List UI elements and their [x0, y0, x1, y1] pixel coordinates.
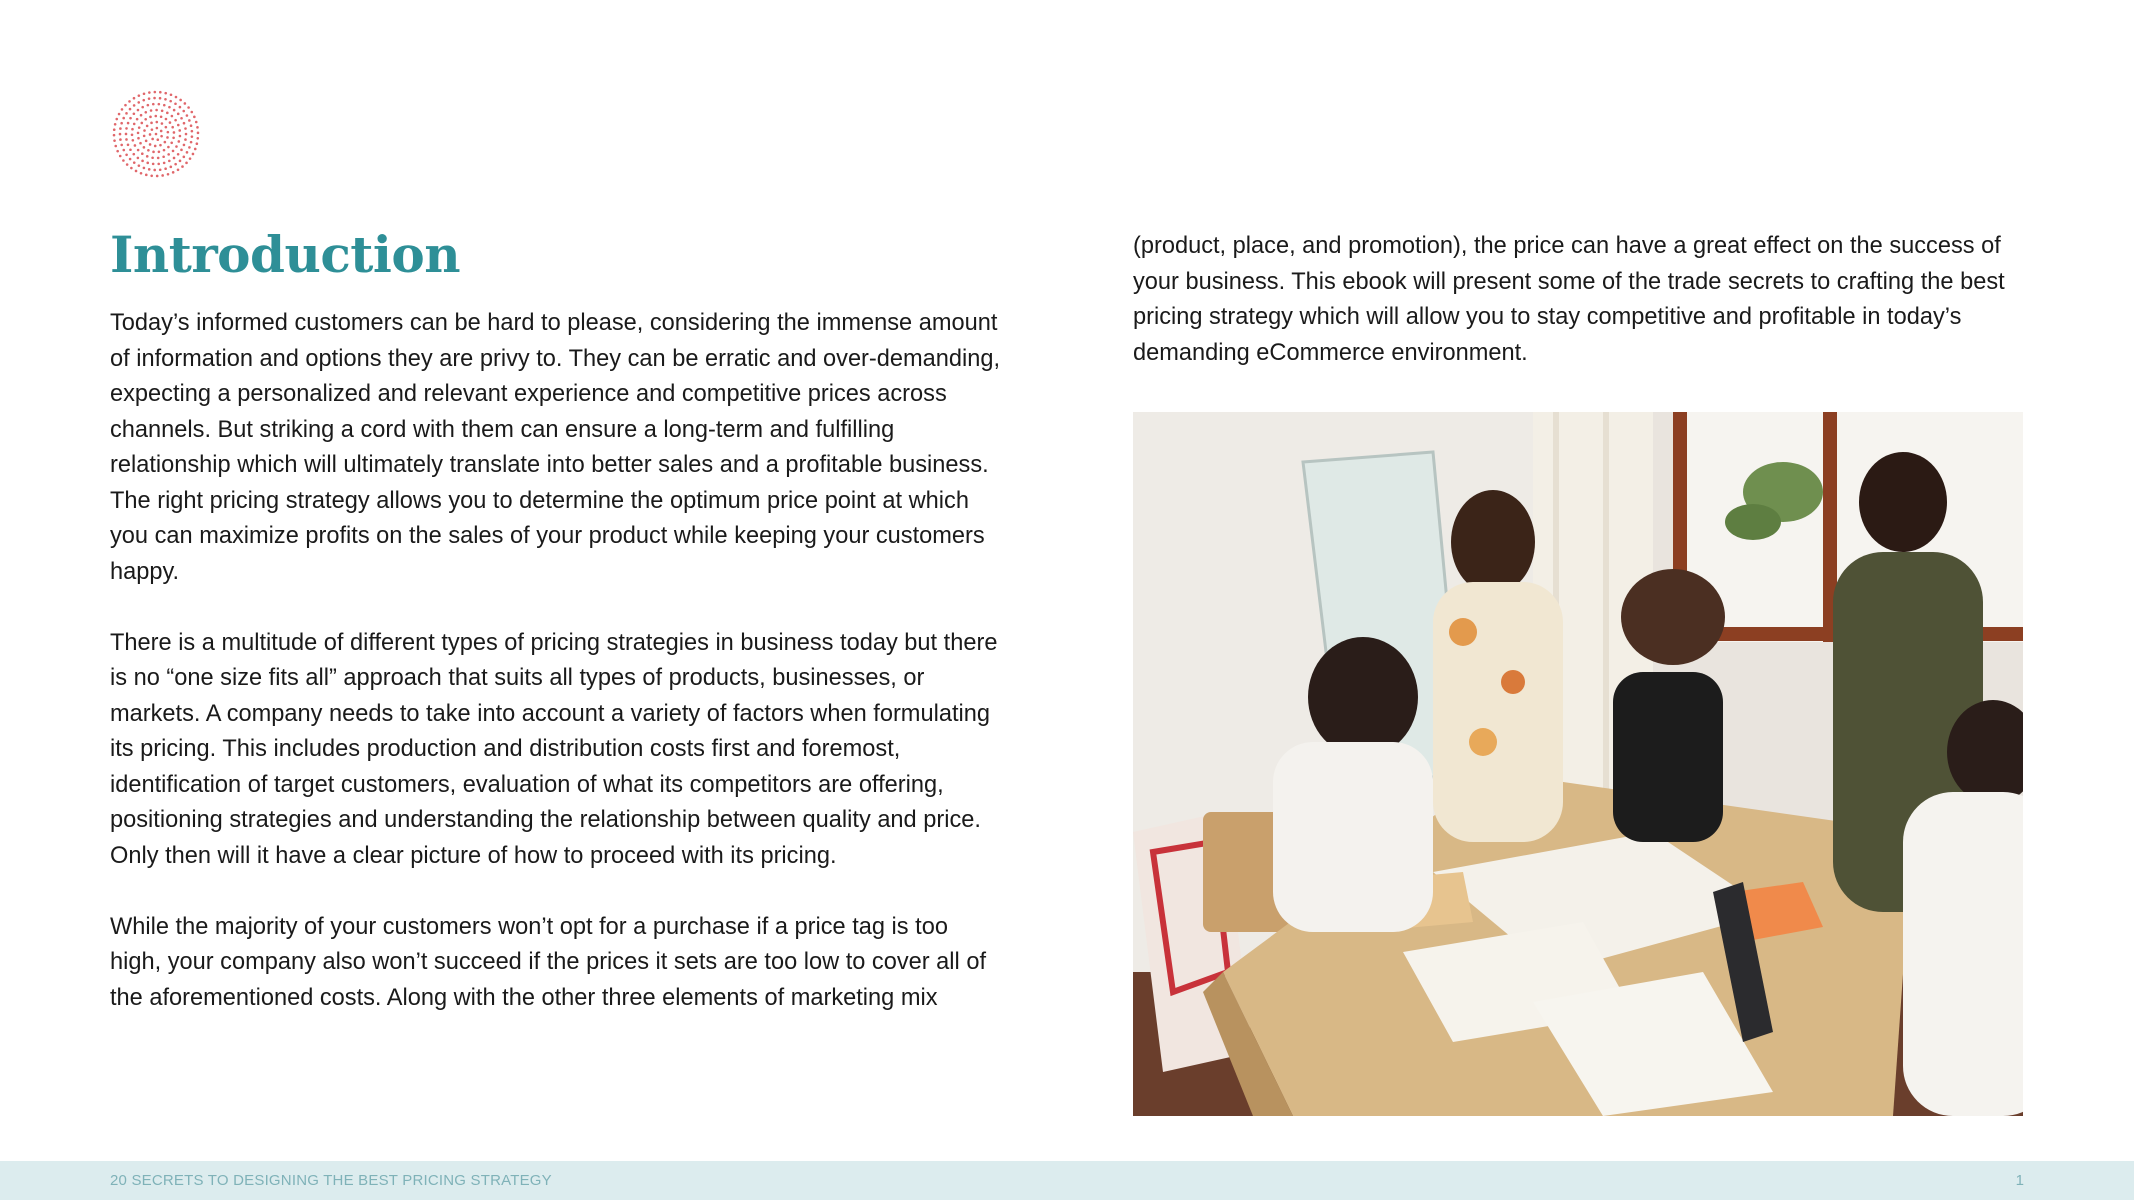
- logo-dot: [190, 124, 193, 127]
- logo-dot: [113, 128, 116, 131]
- logo-dot: [137, 149, 140, 152]
- footer-band: [0, 1161, 2134, 1200]
- logo-dot: [191, 130, 194, 133]
- logo-dot: [129, 158, 132, 161]
- logo-dot: [125, 112, 128, 115]
- team-meeting-photo: [1133, 412, 2023, 1116]
- logo-dot: [169, 121, 172, 124]
- logo-dot: [151, 156, 154, 159]
- logo-dot: [161, 174, 164, 177]
- logo-dot: [171, 126, 174, 129]
- logo-dot: [188, 119, 191, 122]
- logo-dot: [156, 175, 159, 178]
- logo-dot: [147, 149, 150, 152]
- logo-dot: [145, 174, 148, 177]
- logo-dot: [120, 122, 123, 125]
- logo-dot: [126, 163, 129, 166]
- logo-dot: [159, 91, 162, 94]
- logo-dot: [164, 92, 167, 95]
- intro-paragraph-continued: (product, place, and promotion), the price can have a great effect on the success of your business. This ebook will present some of the trade secrets to crafting the best pricing strategy which will allow you to stay competitive and profitable in today’s demanding eCommerce environment.: [1133, 233, 2005, 366]
- logo-dot: [160, 130, 163, 133]
- logo-dot: [163, 104, 166, 107]
- logo-dot: [153, 169, 156, 172]
- logo-dot: [149, 133, 152, 136]
- logo-dot: [140, 122, 143, 125]
- logo-dot: [149, 143, 152, 146]
- logo-dot: [120, 144, 123, 147]
- logo-dot: [174, 119, 177, 122]
- logo-dot: [167, 173, 170, 176]
- logo-dot: [147, 104, 150, 107]
- logo-dot: [156, 138, 159, 141]
- logo-dot: [152, 151, 155, 154]
- intro-paragraph-3: While the majority of your customers won’t opt for a purchase if a price tag is too high, your company also won’t succeed if the prices it sets are too low to cover all of the aforementioned costs. Along with the other three elements of marketing mix: [110, 913, 987, 1011]
- logo-dot: [168, 106, 171, 109]
- logo-dot: [194, 148, 197, 151]
- logo-dot: [137, 157, 140, 160]
- logo-dot: [184, 138, 187, 141]
- logo-dot: [167, 153, 170, 156]
- logo-dot: [122, 159, 125, 162]
- logo-dot: [172, 150, 175, 153]
- logo-dot: [141, 106, 144, 109]
- logo-dot: [158, 103, 161, 106]
- logo-dot: [153, 97, 156, 100]
- logo-dot: [146, 162, 149, 165]
- logo-dot: [195, 121, 198, 124]
- logo-dot: [146, 155, 149, 158]
- logo-dot: [154, 115, 157, 118]
- logo-dot: [161, 110, 164, 113]
- logo-dot: [162, 155, 165, 158]
- logo-dot: [177, 153, 180, 156]
- logo-dot: [134, 144, 137, 147]
- logo-dot: [148, 168, 151, 171]
- logo-dot: [196, 126, 199, 129]
- logo-dot: [166, 112, 169, 115]
- logo-dot: [125, 153, 128, 156]
- logo-dot: [132, 139, 135, 142]
- logo-dot: [114, 145, 117, 148]
- logo-dot: [172, 136, 175, 139]
- logo-dot: [113, 139, 116, 142]
- logo-dot: [143, 129, 146, 132]
- logo-dot: [155, 133, 158, 136]
- logo-dot: [151, 128, 154, 131]
- dotted-circle-logo: [110, 88, 202, 180]
- page-title: Introduction: [110, 225, 461, 284]
- logo-dot: [181, 165, 184, 168]
- logo-dot: [130, 167, 133, 170]
- logo-dot: [192, 153, 195, 156]
- logo-dot: [151, 138, 154, 141]
- logo-dot: [133, 161, 136, 164]
- logo-dot: [137, 109, 140, 112]
- logo-dot: [164, 98, 167, 101]
- intro-paragraph-1: Today’s informed customers can be hard to please, considering the immense amount of information and options they are privy to. They can be erratic and over-demanding, expecting a personalized and relevant experience and competitive prices across channels. But striking a cord with them can ensure a long-term and fulfilling relationship which will ultimately translate into better sales and a profitable business. The right pricing strategy allows you to determine the optimum price point at which you can maximize profits on the sales of your product while keeping your customers happy.: [110, 310, 1001, 585]
- logo-dot: [136, 118, 139, 121]
- logo-dot: [133, 104, 136, 107]
- logo-dot: [175, 96, 178, 99]
- logo-dot: [114, 123, 117, 126]
- logo-dot: [180, 149, 183, 152]
- logo-dot: [148, 97, 151, 100]
- logo-dot: [142, 99, 145, 102]
- logo-dot: [121, 108, 124, 111]
- logo-dot: [177, 124, 180, 127]
- logo-dot: [158, 150, 161, 153]
- logo-dot: [180, 117, 183, 120]
- logo-dot: [133, 97, 136, 100]
- logo-dot: [150, 174, 153, 177]
- logo-dot: [138, 94, 141, 97]
- logo-dot: [170, 142, 173, 145]
- logo-dot: [189, 157, 192, 160]
- logo-dot: [146, 125, 149, 128]
- logo-dot: [138, 126, 141, 129]
- logo-dot: [140, 114, 143, 117]
- logo-dot: [179, 135, 182, 138]
- logo-dot: [186, 114, 189, 117]
- logo-dot: [186, 151, 189, 154]
- logo-dot: [164, 141, 167, 144]
- logo-dot: [129, 108, 132, 111]
- logo-dot: [154, 145, 157, 148]
- team-meeting-illustration: [1133, 412, 2023, 1116]
- logo-dot: [145, 140, 148, 143]
- logo-dot: [170, 93, 173, 96]
- logo-dot: [154, 91, 157, 94]
- logo-dot: [170, 166, 173, 169]
- logo-dot: [128, 100, 131, 103]
- logo-dot: [152, 103, 155, 106]
- logo-dot: [132, 153, 135, 156]
- logo-dot: [152, 163, 155, 166]
- logo-dot: [179, 99, 182, 102]
- logo-dot: [185, 162, 188, 165]
- logo-dot: [159, 97, 162, 100]
- logo-dot: [135, 170, 138, 173]
- logo-dot: [193, 116, 196, 119]
- logo-dot: [137, 101, 140, 104]
- logo-dot: [124, 104, 127, 107]
- logo-dot: [138, 164, 141, 167]
- logo-dot: [157, 157, 160, 160]
- logo-dot: [177, 168, 180, 171]
- logo-dot: [160, 135, 163, 138]
- logo-dot: [197, 132, 200, 135]
- logo-dot: [183, 122, 186, 125]
- logo-dot: [163, 149, 166, 152]
- logo-dot: [165, 118, 168, 121]
- logo-dot: [165, 126, 168, 129]
- logo-dot: [177, 113, 180, 116]
- logo-dot: [141, 160, 144, 163]
- logo-dot: [149, 116, 152, 119]
- logo-dot: [196, 142, 199, 145]
- logo-dot: [183, 156, 186, 159]
- logo-dot: [178, 129, 181, 132]
- logo-dot: [143, 135, 146, 138]
- logo-dot: [169, 100, 172, 103]
- logo-dot: [159, 168, 162, 171]
- logo-dot: [167, 131, 170, 134]
- logo-dot: [143, 146, 146, 149]
- logo-dot: [125, 127, 128, 130]
- logo-dot: [122, 149, 125, 152]
- logo-dot: [119, 133, 122, 136]
- logo-dot: [172, 171, 175, 174]
- logo-dot: [163, 162, 166, 165]
- logo-dot: [119, 127, 122, 130]
- logo-dot: [160, 115, 163, 118]
- logo-dot: [179, 160, 182, 163]
- logo-dot: [179, 106, 182, 109]
- logo-dot: [183, 144, 186, 147]
- logo-dot: [131, 128, 134, 131]
- logo-dot: [182, 110, 185, 113]
- right-text-column: [1133, 229, 2026, 407]
- logo-dot: [113, 134, 116, 137]
- logo-dot: [140, 172, 143, 175]
- logo-dot: [118, 113, 121, 116]
- logo-dot: [143, 92, 146, 95]
- logo-dot: [143, 167, 146, 170]
- logo-dot: [127, 122, 130, 125]
- logo-dot: [167, 146, 170, 149]
- logo-dot: [141, 152, 144, 155]
- logo-dot: [184, 102, 187, 105]
- logo-dot: [116, 150, 119, 153]
- logo-dot: [155, 109, 158, 112]
- logo-dots-graphic: [110, 88, 202, 180]
- logo-dot: [115, 118, 118, 121]
- logo-dot: [161, 122, 164, 125]
- logo-dot: [187, 106, 190, 109]
- logo-dot: [191, 135, 194, 138]
- logo-dot: [190, 111, 193, 114]
- logo-dot: [129, 148, 132, 151]
- left-text-column: [110, 306, 1005, 1052]
- logo-dot: [190, 141, 193, 144]
- logo-dot: [174, 102, 177, 105]
- logo-dot: [185, 133, 188, 136]
- logo-dot: [125, 133, 128, 136]
- logo-dot: [119, 155, 122, 158]
- logo-dot: [133, 112, 136, 115]
- logo-dot: [173, 109, 176, 112]
- logo-dot: [175, 145, 178, 148]
- logo-dot: [127, 143, 130, 146]
- logo-dot: [188, 146, 191, 149]
- logo-dot: [131, 133, 134, 136]
- logo-dot: [119, 138, 122, 141]
- logo-dot: [133, 123, 136, 126]
- logo-dot: [168, 160, 171, 163]
- logo-dot: [137, 137, 140, 140]
- logo-dot: [184, 127, 187, 130]
- logo-dot: [144, 118, 147, 121]
- logo-dot: [156, 127, 159, 130]
- logo-dot: [125, 138, 128, 141]
- logo-dot: [173, 157, 176, 160]
- logo-dot: [159, 144, 162, 147]
- logo-dot: [173, 131, 176, 134]
- logo-dot: [137, 132, 140, 135]
- logo-dot: [171, 115, 174, 118]
- intro-paragraph-2: There is a multitude of different types of pricing strategies in business today but there is no “one size fits all” approach that suits all types of products, businesses, or markets. A company needs to take into account a variety of factors when formulating its pricing. This includes production and distribution costs first and foremost, identification of target customers, evaluation of what its competitors are offering, positioning strategies and understanding the relationship between quality and price. Only then will it have a clear picture of how to proceed with its pricing.: [110, 629, 998, 869]
- logo-dot: [174, 163, 177, 166]
- logo-dot: [129, 117, 132, 120]
- logo-dot: [156, 121, 159, 124]
- logo-dot: [196, 137, 199, 140]
- logo-dot: [139, 142, 142, 145]
- logo-dot: [164, 167, 167, 170]
- logo-dot: [144, 111, 147, 114]
- logo-dot: [178, 140, 181, 143]
- logo-dot: [150, 122, 153, 125]
- logo-dot: [157, 163, 160, 166]
- logo-dot: [148, 91, 151, 94]
- logo-dot: [166, 136, 169, 139]
- logo-dot: [150, 109, 153, 112]
- logo-dot: [122, 117, 125, 120]
- page-number: 1: [2015, 1172, 2024, 1189]
- footer-title: 20 SECRETS TO DESIGNING THE BEST PRICING STRATEGY: [110, 1172, 552, 1189]
